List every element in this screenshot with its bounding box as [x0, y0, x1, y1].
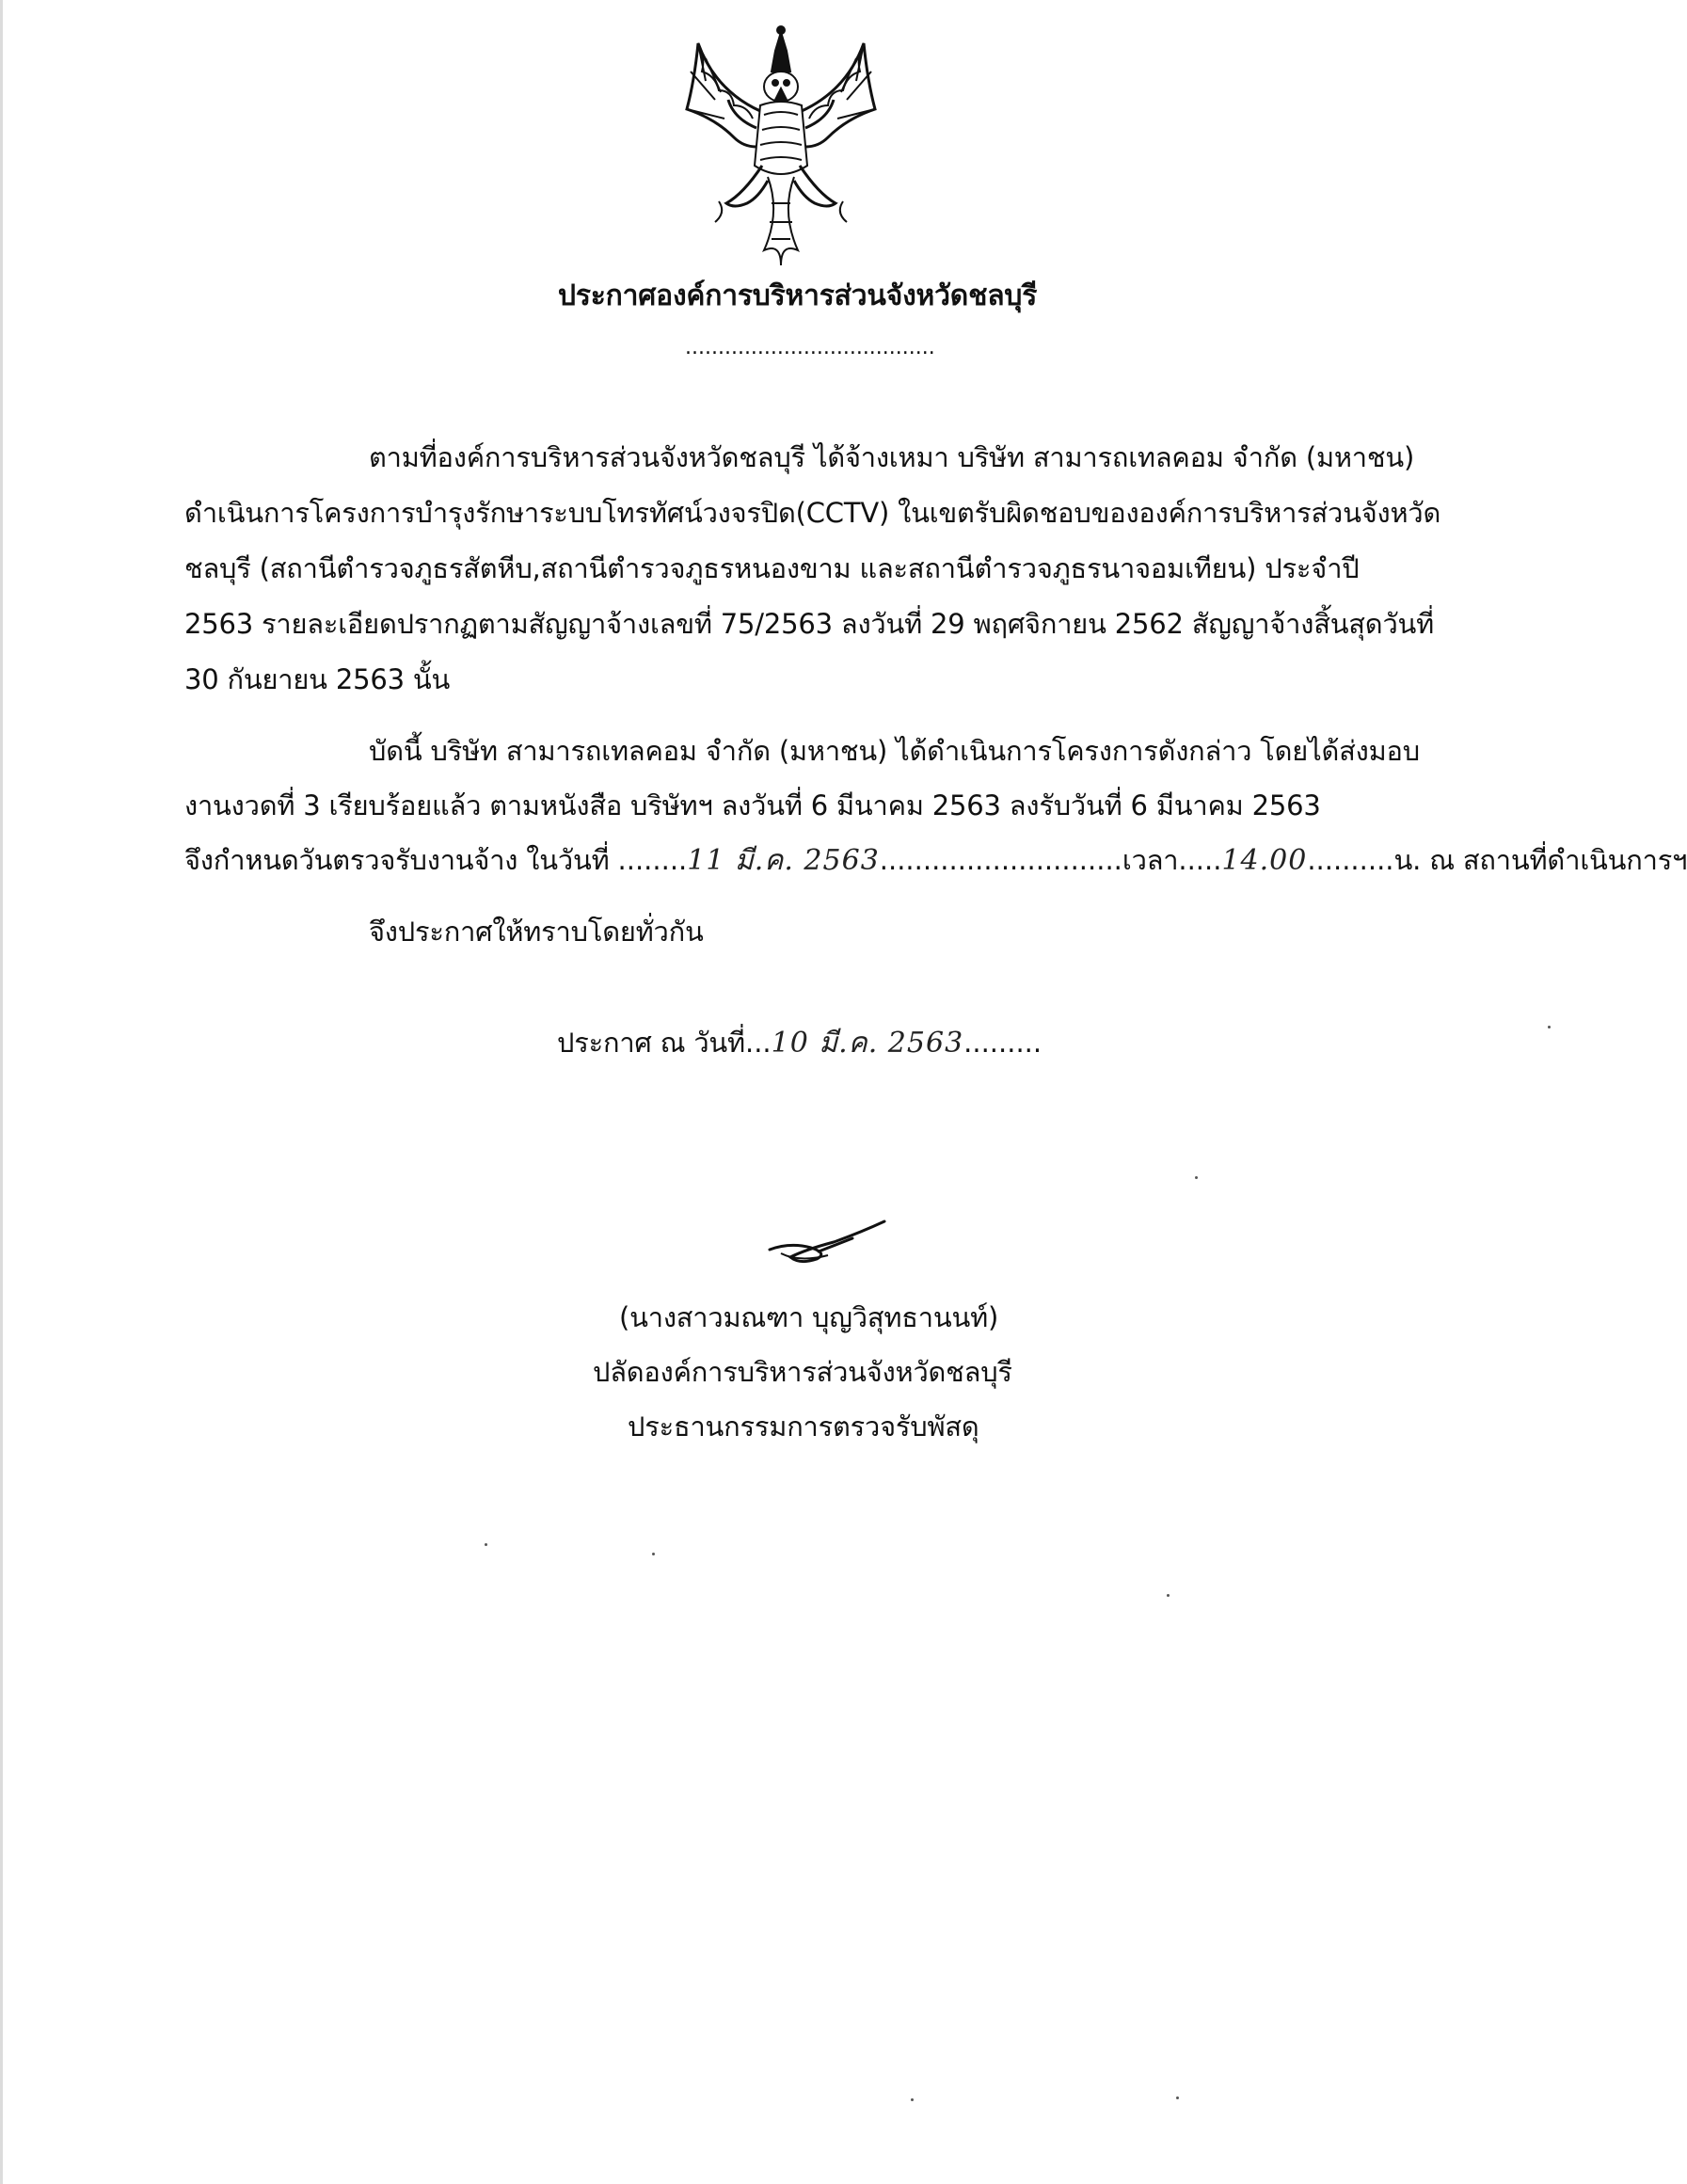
paragraph-1-line-5: 30 กันยายน 2563 นั้น — [184, 663, 451, 695]
document-title: ประกาศองค์การบริหารส่วนจังหวัดชลบุรี — [558, 279, 1038, 312]
title-separator: ...................................... — [685, 336, 935, 359]
scan-speck — [1548, 1026, 1551, 1028]
signatory-name: (นางสาวมณฑา บุญวิสุทธานนท์) — [619, 1301, 999, 1333]
date-dots-before: ........ — [617, 844, 688, 876]
paragraph-2-line-1: บัดนี้ บริษัท สามารถเทลคอม จำกัด (มหาชน) ได้ดำเนินการโครงการดังกล่าว โดยได้ส่งมอบ — [369, 735, 1420, 767]
inspection-date-handwritten: 11 มี.ค. 2563 — [687, 844, 880, 877]
garuda-emblem-icon — [677, 24, 884, 273]
paragraph-1-line-2: ดำเนินการโครงการบำรุงรักษาระบบโทรทัศน์วงจรปิด(CCTV) ในเขตรับผิดชอบขององค์การบริหารส่วนจังหวัด — [184, 497, 1441, 529]
announce-dots-before: ... — [744, 1027, 772, 1059]
time-dots-before: ..... — [1178, 844, 1222, 876]
paragraph-1-line-1: ตามที่องค์การบริหารส่วนจังหวัดชลบุรี ได้จ้างเหมา บริษัท สามารถเทลคอม จำกัด (มหาชน) — [369, 441, 1415, 473]
scan-speck — [652, 1553, 655, 1555]
paragraph-1-line-3: ชลบุรี (สถานีตำรวจภูธรสัตหีบ,สถานีตำรวจภูธรหนองขาม และสถานีตำรวจภูธรนาจอมเทียน) ประจำปี — [184, 552, 1360, 584]
scan-speck — [1195, 1176, 1198, 1179]
inspection-date-label: จึงกำหนดวันตรวจรับงานจ้าง ในวันที่ — [184, 844, 610, 876]
announcement-date-label: ประกาศ ณ วันที่ — [557, 1027, 745, 1059]
signatory-role: ประธานกรรมการตรวจรับพัสดุ — [628, 1411, 979, 1443]
location-text: น. ณ สถานที่ดำเนินการฯ — [1393, 844, 1687, 876]
signature-mark-icon — [762, 1214, 894, 1270]
closing-statement: จึงประกาศให้ทราบโดยทั่วกัน — [369, 916, 704, 948]
paragraph-1-line-4: 2563 รายละเอียดปรากฏตามสัญญาจ้างเลขที่ 75/2563 ลงวันที่ 29 พฤศจิกายน 2562 สัญญาจ้างสิ้นสุดวันที่ — [184, 608, 1435, 640]
signatory-position: ปลัดองค์การบริหารส่วนจังหวัดชลบุรี — [593, 1356, 1012, 1388]
paragraph-2-line-3 — [184, 841, 1687, 880]
scan-speck — [1167, 1594, 1170, 1597]
announcement-date-line — [557, 1024, 1042, 1062]
announcement-date-handwritten: 10 มี.ค. 2563 — [771, 1027, 964, 1060]
time-dots-after: .......... — [1307, 844, 1394, 876]
scan-speck — [1176, 2096, 1179, 2099]
scan-edge — [0, 0, 3, 2184]
inspection-time-handwritten: 14.00 — [1221, 844, 1308, 877]
announce-dots-after: ......... — [963, 1027, 1042, 1059]
scan-speck — [911, 2098, 914, 2101]
paragraph-2-line-2: งานงวดที่ 3 เรียบร้อยแล้ว ตามหนังสือ บริษัทฯ ลงวันที่ 6 มีนาคม 2563 ลงรับวันที่ 6 มีนาคม 2563 — [184, 789, 1321, 821]
date-dots-after: ............................ — [879, 844, 1122, 876]
time-label: เวลา — [1122, 844, 1179, 876]
scan-speck — [485, 1543, 487, 1546]
